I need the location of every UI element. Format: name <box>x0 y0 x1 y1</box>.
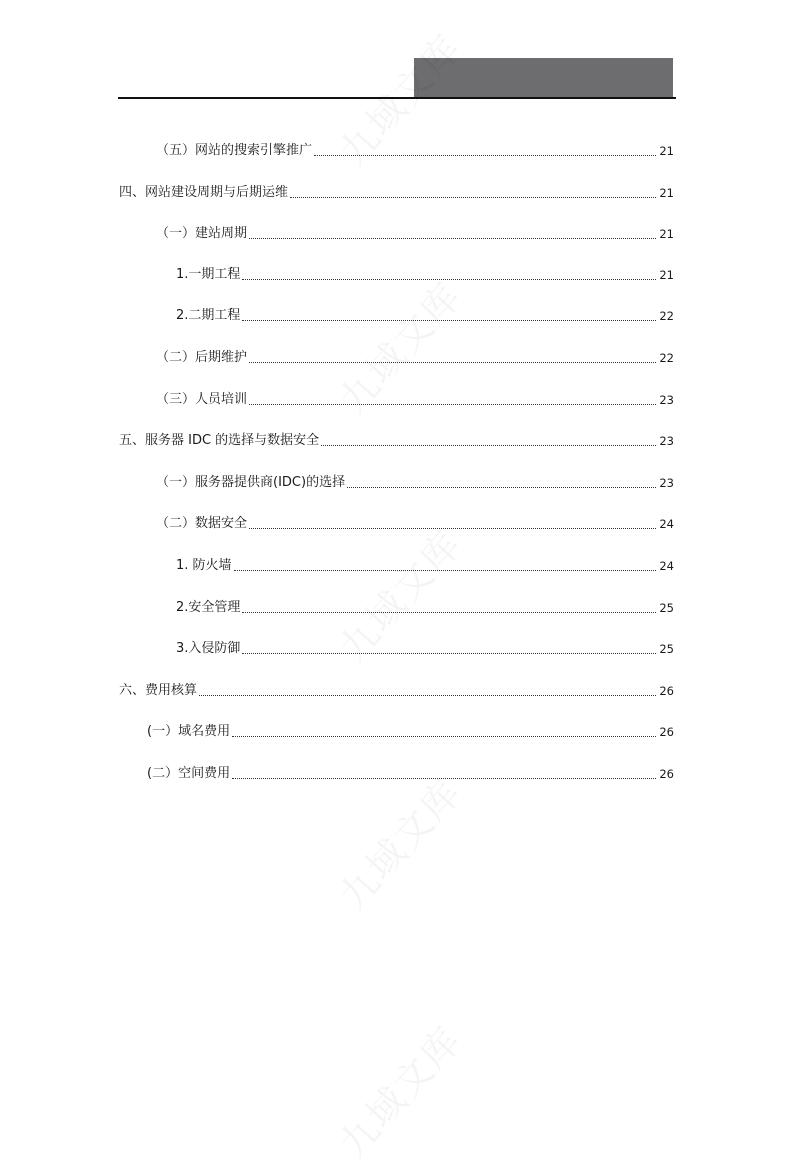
toc-entry-page: 25 <box>659 601 674 615</box>
toc-entry-page: 23 <box>659 476 674 490</box>
dot-leader <box>249 238 656 239</box>
dot-leader <box>347 487 656 488</box>
toc-entry-page: 26 <box>659 684 674 698</box>
toc-entry-page: 22 <box>659 351 674 365</box>
dot-leader <box>249 528 656 529</box>
toc-entry[interactable] <box>147 723 674 741</box>
dot-leader <box>249 362 656 363</box>
dot-leader <box>242 612 656 613</box>
dot-leader <box>234 570 657 571</box>
toc-entry[interactable] <box>119 184 674 202</box>
toc-entry[interactable] <box>176 266 674 284</box>
dot-leader <box>242 320 656 321</box>
toc-entry[interactable] <box>156 515 674 533</box>
toc-entry-page: 26 <box>659 725 674 739</box>
toc-entry-title: （三）人员培训 <box>156 392 248 407</box>
dot-leader <box>249 404 656 405</box>
toc-entry-title: （二）后期维护 <box>156 350 248 365</box>
toc-entry[interactable] <box>156 225 674 243</box>
toc-entry-page: 22 <box>659 309 674 323</box>
toc-entry[interactable] <box>176 640 674 658</box>
toc-entry-title: (一）域名费用 <box>147 724 231 739</box>
toc-entry[interactable] <box>176 599 674 617</box>
dot-leader <box>290 197 656 198</box>
toc-entry-title: （一）建站周期 <box>156 226 248 241</box>
toc-entry[interactable] <box>156 349 674 367</box>
toc-entry[interactable] <box>156 474 674 492</box>
toc-entry[interactable] <box>156 391 674 409</box>
toc-entry-title: 1.一期工程 <box>176 267 241 282</box>
toc-entry[interactable] <box>156 142 674 160</box>
toc-entry[interactable] <box>176 307 674 325</box>
toc-entry-title: 六、费用核算 <box>119 683 198 698</box>
toc-entry-page: 23 <box>659 393 674 407</box>
toc-entry[interactable] <box>119 682 674 700</box>
toc-entry-page: 23 <box>659 434 674 448</box>
toc-entry[interactable] <box>119 432 674 450</box>
dot-leader <box>242 653 656 654</box>
dot-leader <box>321 445 656 446</box>
dot-leader <box>242 279 656 280</box>
toc-entry-page: 25 <box>659 642 674 656</box>
toc-entry-page: 26 <box>659 767 674 781</box>
toc-entry-title: 五、服务器 IDC 的选择与数据安全 <box>119 433 320 448</box>
toc-entry-title: 2.安全管理 <box>176 600 241 615</box>
toc-entry-page: 24 <box>659 517 674 531</box>
toc-entry-title: (二）空间费用 <box>147 766 231 781</box>
toc-entry-page: 21 <box>659 186 674 200</box>
toc-entry-title: （五）网站的搜索引擎推广 <box>156 143 313 158</box>
toc-entry-page: 21 <box>659 227 674 241</box>
toc-entry-title: 2.二期工程 <box>176 308 241 323</box>
toc-entry-title: （二）数据安全 <box>156 516 248 531</box>
toc-entry-page: 24 <box>659 559 674 573</box>
dot-leader <box>314 155 656 156</box>
toc-entry-page: 21 <box>659 144 674 158</box>
dot-leader <box>232 736 656 737</box>
toc-entry-title: 四、网站建设周期与后期运维 <box>119 185 289 200</box>
toc-entry[interactable] <box>176 557 674 575</box>
toc-entry[interactable] <box>147 765 674 783</box>
dot-leader <box>199 695 656 696</box>
dot-leader <box>232 778 656 779</box>
toc-entry-title: 3.入侵防御 <box>176 641 241 656</box>
toc-entry-title: 1. 防火墙 <box>176 558 232 573</box>
toc-entry-title: （一）服务器提供商(IDC)的选择 <box>156 475 346 490</box>
toc-entry-page: 21 <box>659 268 674 282</box>
